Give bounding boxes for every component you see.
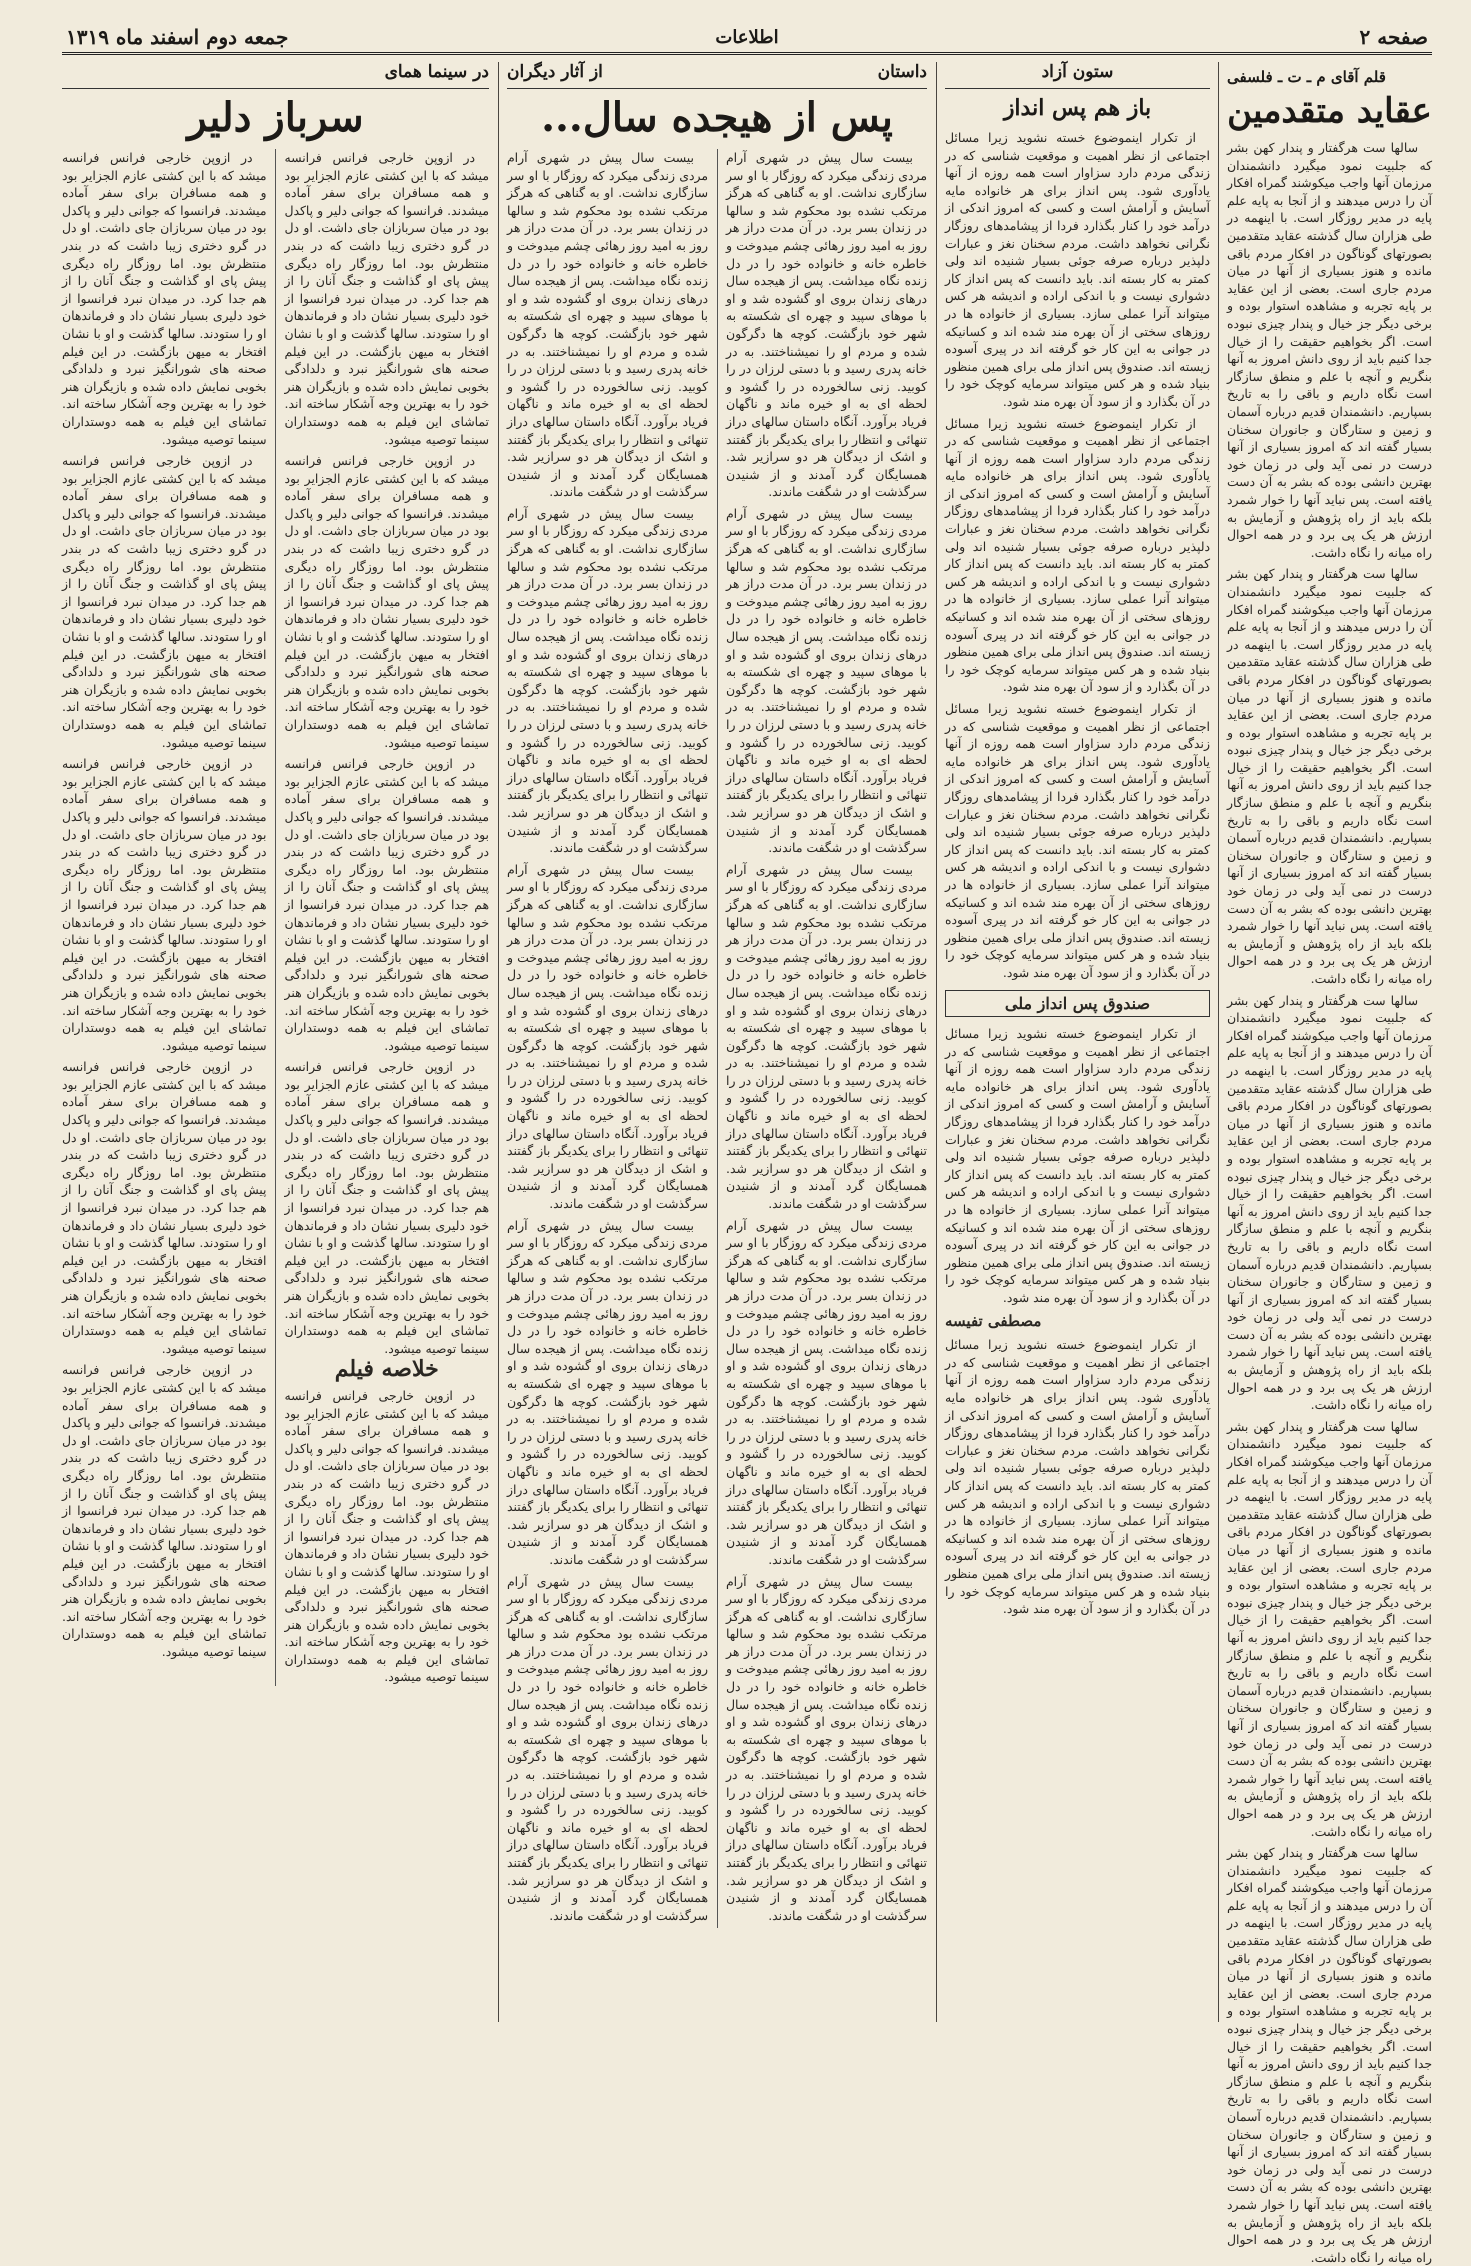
article-paragraph: سالها ست هرگفتار و پندار کهن بشر که جلبیت نمود میگیرد دانشمندان مرزمان آنها واجب میکوشند گمراه افکار آن را درس میدهند و از آنجا به پایه علم پایه در مدیر روزگار است. با اینهمه در طی هزاران سال گذشته عقاید متقدمین بصورتهای گوناگون در افکار مردم باقی مانده و هنوز بسیاری از آنها در میان مردم جاری است. بعضی از این عقاید بر پایه تجربه و مشاهده استوار بوده و برخی دیگر جز خیال و پندار چیزی نبوده است. اگر بخواهیم حقیقت را از خیال جدا کنیم باید از روی دانش امروز به آنها بنگریم و آنچه با علم و منطق سازگار است نگاه داریم و باقی را به تاریخ بسپاریم. دانشمندان قدیم درباره آسمان و زمین و ستارگان و جانوران سخنان بسیار گفته اند که امروز بسیاری از آنها درست در نمی آید ولی در زمان خود بهترین دانشی بوده که بشر به آن دست یافته است. پس نباید آنها را خوار شمرد بلکه باید از راه پژوهش و آزمایش به ارزش هر یک پی برد و در همه احوال راه میانه را نگاه داشت. <box>1227 1418 1432 1839</box>
column-divider <box>936 62 937 2022</box>
story-paragraph: بیست سال پیش در شهری آرام مردی زندگی میکرد که روزگار با او سر سازگاری نداشت. او به گناهی که هرگز مرتکب نشده بود محکوم شد و سالها در زندان بسر برد. در آن مدت دراز هر روز به امید روز رهائی چشم میدوخت و خاطره خانه و خانواده خود را در دل زنده نگاه میداشت. پس از هیجده سال درهای زندان بروی او گشوده شد و او با موهای سپید و چهره ای شکسته به شهر خود بازگشت. کوچه ها دگرگون شده و مردم او را نمیشناختند. به در خانه پدری رسید و با دستی لرزان در را کوبید. زنی سالخورده در را گشود و لحظه ای به او خیره ماند و ناگهان فریاد برآورد. آنگاه داستان سالهای دراز تنهائی و انتظار را برای یکدیگر باز گفتند و اشک از دیدگان هر دو سرازیر شد. همسایگان گرد آمدند و از شنیدن سرگذشت او در شگفت ماندند. <box>726 505 927 856</box>
film-paragraph: در ازوپن خارجی فرانس فرانسه میشد که با این کشتی عازم الجزایر بود و همه مسافران برای سفر آماده میشدند. فرانسوا که جوانی دلیر و پاکدل بود در میان سربازان جای داشت. او دل در گرو دختری زیبا داشت که در بندر منتظرش بود. اما روزگار راه دیگری پیش پای او گذاشت و جنگ آنان را از هم جدا کرد. در میدان نبرد فرانسوا از خود دلیری بسیار نشان داد و فرماندهان او را ستودند. سالها گذشت و او با نشان افتخار به میهن بازگشت. در این فیلم صحنه های شورانگیز نبرد و دلدادگی بخوبی نمایش داده شده و بازیگران هنر خود را به بهترین وجه آشکار ساخته اند. تماشای این فیلم به همه دوستداران سینما توصیه میشود. <box>284 756 489 1053</box>
page-number: صفحه ۲ <box>1359 25 1428 49</box>
section-label-story: داستان <box>877 62 927 82</box>
story-paragraph: بیست سال پیش در شهری آرام مردی زندگی میکرد که روزگار با او سر سازگاری نداشت. او به گناهی که هرگز مرتکب نشده بود محکوم شد و سالها در زندان بسر برد. در آن مدت دراز هر روز به امید روز رهائی چشم میدوخت و خاطره خانه و خانواده خود را در دل زنده نگاه میداشت. پس از هیجده سال درهای زندان بروی او گشوده شد و او با موهای سپید و چهره ای شکسته به شهر خود بازگشت. کوچه ها دگرگون شده و مردم او را نمیشناختند. به در خانه پدری رسید و با دستی لرزان در را کوبید. زنی سالخورده در را گشود و لحظه ای به او خیره ماند و ناگهان فریاد برآورد. آنگاه داستان سالهای دراز تنهائی و انتظار را برای یکدیگر باز گفتند و اشک از دیدگان هر دو سرازیر شد. همسایگان گرد آمدند و از شنیدن سرگذشت او در شگفت ماندند. <box>726 1573 927 1923</box>
column-story <box>507 62 927 2022</box>
story-paragraph: بیست سال پیش در شهری آرام مردی زندگی میکرد که روزگار با او سر سازگاری نداشت. او به گناهی که هرگز مرتکب نشده بود محکوم شد و سالها در زندان بسر برد. در آن مدت دراز هر روز به امید روز رهائی چشم میدوخت و خاطره خانه و خانواده خود را در دل زنده نگاه میداشت. پس از هیجده سال درهای زندان بروی او گشوده شد و او با موهای سپید و چهره ای شکسته به شهر خود بازگشت. کوچه ها دگرگون شده و مردم او را نمیشناختند. به در خانه پدری رسید و با دستی لرزان در را کوبید. زنی سالخورده در را گشود و لحظه ای به او خیره ماند و ناگهان فریاد برآورد. آنگاه داستان سالهای دراز تنهائی و انتظار را برای یکدیگر باز گفتند و اشک از دیدگان هر دو سرازیر شد. همسایگان گرد آمدند و از شنیدن سرگذشت او در شگفت ماندند. <box>507 1573 708 1923</box>
article-body-savings <box>945 129 1210 1618</box>
article-paragraph: سالها ست هرگفتار و پندار کهن بشر که جلبیت نمود میگیرد دانشمندان مرزمان آنها واجب میکوشند گمراه افکار آن را درس میدهند و از آنجا به پایه علم پایه در مدیر روزگار است. با اینهمه در طی هزاران سال گذشته عقاید متقدمین بصورتهای گوناگون در افکار مردم باقی مانده و هنوز بسیاری از آنها در میان مردم جاری است. بعضی از این عقاید بر پایه تجربه و مشاهده استوار بوده و برخی دیگر جز خیال و پندار چیزی نبوده است. اگر بخواهیم حقیقت را از خیال جدا کنیم باید از روی دانش امروز به آنها بنگریم و آنچه با علم و منطق سازگار است نگاه داریم و باقی را به تاریخ بسپاریم. دانشمندان قدیم درباره آسمان و زمین و ستارگان و جانوران سخنان بسیار گفته اند که امروز بسیاری از آنها درست در نمی آید ولی در زمان خود بهترین دانشی بوده که بشر به آن دست یافته است. پس نباید آنها را خوار شمرد بلکه باید از راه پژوهش و آزمایش به ارزش هر یک پی برد و در همه احوال راه میانه را نگاه داشت. <box>1227 992 1432 1413</box>
article-paragraph: سالها ست هرگفتار و پندار کهن بشر که جلبیت نمود میگیرد دانشمندان مرزمان آنها واجب میکوشند گمراه افکار آن را درس میدهند و از آنجا به پایه علم پایه در مدیر روزگار است. با اینهمه در طی هزاران سال گذشته عقاید متقدمین بصورتهای گوناگون در افکار مردم باقی مانده و هنوز بسیاری از آنها در میان مردم جاری است. بعضی از این عقاید بر پایه تجربه و مشاهده استوار بوده و برخی دیگر جز خیال و پندار چیزی نبوده است. اگر بخواهیم حقیقت را از خیال جدا کنیم باید از روی دانش امروز به آنها بنگریم و آنچه با علم و منطق سازگار است نگاه داریم و باقی را به تاریخ بسپاریم. دانشمندان قدیم درباره آسمان و زمین و ستارگان و جانوران سخنان بسیار گفته اند که امروز بسیاری از آنها درست در نمی آید ولی در زمان خود بهترین دانشی بوده که بشر به آن دست یافته است. پس نباید آنها را خوار شمرد بلکه باید از راه پژوهش و آزمایش به ارزش هر یک پی برد و در همه احوال راه میانه را نگاه داشت. <box>1227 566 1432 986</box>
article-paragraph: سالها ست هرگفتار و پندار کهن بشر که جلبیت نمود میگیرد دانشمندان مرزمان آنها واجب میکوشند گمراه افکار آن را درس میدهند و از آنجا به پایه علم پایه در مدیر روزگار است. با اینهمه در طی هزاران سال گذشته عقاید متقدمین بصورتهای گوناگون در افکار مردم باقی مانده و هنوز بسیاری از آنها در میان مردم جاری است. بعضی از این عقاید بر پایه تجربه و مشاهده استوار بوده و برخی دیگر جز خیال و پندار چیزی نبوده است. اگر بخواهیم حقیقت را از خیال جدا کنیم باید از روی دانش امروز به آنها بنگریم و آنچه با علم و منطق سازگار است نگاه داریم و باقی را به تاریخ بسپاریم. دانشمندان قدیم درباره آسمان و زمین و ستارگان و جانوران سخنان بسیار گفته اند که امروز بسیاری از آنها درست در نمی آید ولی در زمان خود بهترین دانشی بوده که بشر به آن دست یافته است. پس نباید آنها را خوار شمرد بلکه باید از راه پژوهش و آزمایش به ارزش هر یک پی برد و در همه احوال راه میانه را نگاه داشت. <box>1227 140 1432 560</box>
film-paragraph: در ازوپن خارجی فرانس فرانسه میشد که با این کشتی عازم الجزایر بود و همه مسافران برای سفر آماده میشدند. فرانسوا که جوانی دلیر و پاکدل بود در میان سربازان جای داشت. او دل در گرو دختری زیبا داشت که در بندر منتظرش بود. اما روزگار راه دیگری پیش پای او گذاشت و جنگ آنان را از هم جدا کرد. در میدان نبرد فرانسوا از خود دلیری بسیار نشان داد و فرماندهان او را ستودند. سالها گذشت و او با نشان افتخار به میهن بازگشت. در این فیلم صحنه های شورانگیز نبرد و دلدادگی بخوبی نمایش داده شده و بازیگران هنر خود را به بهترین وجه آشکار ساخته اند. تماشای این فیلم به همه دوستداران سینما توصیه میشود. <box>62 150 267 447</box>
savings-box: صندوق پس انداز ملی <box>945 990 1210 1018</box>
story-paragraph: بیست سال پیش در شهری آرام مردی زندگی میکرد که روزگار با او سر سازگاری نداشت. او به گناهی که هرگز مرتکب نشده بود محکوم شد و سالها در زندان بسر برد. در آن مدت دراز هر روز به امید روز رهائی چشم میدوخت و خاطره خانه و خانواده خود را در دل زنده نگاه میداشت. پس از هیجده سال درهای زندان بروی او گشوده شد و او با موهای سپید و چهره ای شکسته به شهر خود بازگشت. کوچه ها دگرگون شده و مردم او را نمیشناختند. به در خانه پدری رسید و با دستی لرزان در را کوبید. زنی سالخورده در را گشود و لحظه ای به او خیره ماند و ناگهان فریاد برآورد. آنگاه داستان سالهای دراز تنهائی و انتظار را برای یکدیگر باز گفتند و اشک از دیدگان هر دو سرازیر شد. همسایگان گرد آمدند و از شنیدن سرگذشت او در شگفت ماندند. <box>726 150 927 500</box>
article-paragraph: از تکرار اینموضوع خسته نشوید زیرا مسائل اجتماعی از نظر اهمیت و موقعیت شناسی که در زندگی مردم دارد سزاوار است همه روزه از آنها یادآوری شود. پس انداز برای هر خانواده مایه آسایش و آرامش است و کسی که امروز اندکی از درآمد خود را کنار بگذارد فردا از پیشامدهای روزگار نگرانی نخواهد داشت. مردم سخنان نغز و عبارات دلپذیر درباره صرفه جوئی بسیار شنیده اند ولی کمتر به کار بسته اند. باید دانست که پس انداز کار دشواری نیست و با اندکی اراده و اندیشه هر کس میتواند آنرا عملی سازد. بسیاری از خانواده ها در روزهای سختی از آن بهره مند شده اند و کسانیکه در جوانی به این کار خو گرفته اند در پیری آسوده زیسته اند. صندوق پس انداز ملی برای همین منظور بنیاد شده و هر کس میتواند سرمایه کوچک خود را در آن بگذارد و از سود آن بهره مند شود. <box>945 701 1210 980</box>
story-title: پس از هیجده سال... <box>541 94 893 141</box>
newspaper-name: اطلاعات <box>715 26 779 48</box>
author-byline: قلم آقای م ـ ت ـ فلسفی <box>1227 68 1386 86</box>
article-paragraph: سالها ست هرگفتار و پندار کهن بشر که جلبیت نمود میگیرد دانشمندان مرزمان آنها واجب میکوشند گمراه افکار آن را درس میدهند و از آنجا به پایه علم پایه در مدیر روزگار است. با اینهمه در طی هزاران سال گذشته عقاید متقدمین بصورتهای گوناگون در افکار مردم باقی مانده و هنوز بسیاری از آنها در میان مردم جاری است. بعضی از این عقاید بر پایه تجربه و مشاهده استوار بوده و برخی دیگر جز خیال و پندار چیزی نبوده است. اگر بخواهیم حقیقت را از خیال جدا کنیم باید از روی دانش امروز به آنها بنگریم و آنچه با علم و منطق سازگار است نگاه داریم و باقی را به تاریخ بسپاریم. دانشمندان قدیم درباره آسمان و زمین و ستارگان و جانوران سخنان بسیار گفته اند که امروز بسیاری از آنها درست در نمی آید ولی در زمان خود بهترین دانشی بوده که بشر به آن دست یافته است. پس نباید آنها را خوار شمرد بلکه باید از راه پژوهش و آزمایش به ارزش هر یک پی برد و در همه احوال راه میانه را نگاه داشت. <box>1227 1845 1432 2265</box>
film-paragraph: در ازوپن خارجی فرانس فرانسه میشد که با این کشتی عازم الجزایر بود و همه مسافران برای سفر آماده میشدند. فرانسوا که جوانی دلیر و پاکدل بود در میان سربازان جای داشت. او دل در گرو دختری زیبا داشت که در بندر منتظرش بود. اما روزگار راه دیگری پیش پای او گذاشت و جنگ آنان را از هم جدا کرد. در میدان نبرد فرانسوا از خود دلیری بسیار نشان داد و فرماندهان او را ستودند. سالها گذشت و او با نشان افتخار به میهن بازگشت. در این فیلم صحنه های شورانگیز نبرد و دلدادگی بخوبی نمایش داده شده و بازیگران هنر خود را به بهترین وجه آشکار ساخته اند. تماشای این فیلم به همه دوستداران سینما توصیه میشود. <box>284 453 489 750</box>
story-paragraph: بیست سال پیش در شهری آرام مردی زندگی میکرد که روزگار با او سر سازگاری نداشت. او به گناهی که هرگز مرتکب نشده بود محکوم شد و سالها در زندان بسر برد. در آن مدت دراز هر روز به امید روز رهائی چشم میدوخت و خاطره خانه و خانواده خود را در دل زنده نگاه میداشت. پس از هیجده سال درهای زندان بروی او گشوده شد و او با موهای سپید و چهره ای شکسته به شهر خود بازگشت. کوچه ها دگرگون شده و مردم او را نمیشناختند. به در خانه پدری رسید و با دستی لرزان در را کوبید. زنی سالخورده در را گشود و لحظه ای به او خیره ماند و ناگهان فریاد برآورد. آنگاه داستان سالهای دراز تنهائی و انتظار را برای یکدیگر باز گفتند و اشک از دیدگان هر دو سرازیر شد. همسایگان گرد آمدند و از شنیدن سرگذشت او در شگفت ماندند. <box>507 861 708 1212</box>
article-paragraph: از تکرار اینموضوع خسته نشوید زیرا مسائل اجتماعی از نظر اهمیت و موقعیت شناسی که در زندگی مردم دارد سزاوار است همه روزه از آنها یادآوری شود. پس انداز برای هر خانواده مایه آسایش و آرامش است و کسی که امروز اندکی از درآمد خود را کنار بگذارد فردا از پیشامدهای روزگار نگرانی نخواهد داشت. مردم سخنان نغز و عبارات دلپذیر درباره صرفه جوئی بسیار شنیده اند ولی کمتر به کار بسته اند. باید دانست که پس انداز کار دشواری نیست و با اندکی اراده و اندیشه هر کس میتواند آنرا عملی سازد. بسیاری از خانواده ها در روزهای سختی از آن بهره مند شده اند و کسانیکه در جوانی به این کار خو گرفته اند در پیری آسوده زیسته اند. صندوق پس انداز ملی برای همین منظور بنیاد شده و هر کس میتواند سرمایه کوچک خود را در آن بگذارد و از سود آن بهره مند شود. <box>945 1026 1210 1305</box>
film-summary-heading: خلاصه فیلم <box>334 1356 439 1383</box>
article-title-savings: باز هم پس انداز <box>1003 95 1152 121</box>
story-paragraph: بیست سال پیش در شهری آرام مردی زندگی میکرد که روزگار با او سر سازگاری نداشت. او به گناهی که هرگز مرتکب نشده بود محکوم شد و سالها در زندان بسر برد. در آن مدت دراز هر روز به امید روز رهائی چشم میدوخت و خاطره خانه و خانواده خود را در دل زنده نگاه میداشت. پس از هیجده سال درهای زندان بروی او گشوده شد و او با موهای سپید و چهره ای شکسته به شهر خود بازگشت. کوچه ها دگرگون شده و مردم او را نمیشناختند. به در خانه پدری رسید و با دستی لرزان در را کوبید. زنی سالخورده در را گشود و لحظه ای به او خیره ماند و ناگهان فریاد برآورد. آنگاه داستان سالهای دراز تنهائی و انتظار را برای یکدیگر باز گفتند و اشک از دیدگان هر دو سرازیر شد. همسایگان گرد آمدند و از شنیدن سرگذشت او در شگفت ماندند. <box>726 861 927 1212</box>
story-body <box>507 149 927 1928</box>
article-paragraph: از تکرار اینموضوع خسته نشوید زیرا مسائل اجتماعی از نظر اهمیت و موقعیت شناسی که در زندگی مردم دارد سزاوار است همه روزه از آنها یادآوری شود. پس انداز برای هر خانواده مایه آسایش و آرامش است و کسی که امروز اندکی از درآمد خود را کنار بگذارد فردا از پیشامدهای روزگار نگرانی نخواهد داشت. مردم سخنان نغز و عبارات دلپذیر درباره صرفه جوئی بسیار شنیده اند ولی کمتر به کار بسته اند. باید دانست که پس انداز کار دشواری نیست و با اندکی اراده و اندیشه هر کس میتواند آنرا عملی سازد. بسیاری از خانواده ها در روزهای سختی از آن بهره مند شده اند و کسانیکه در جوانی به این کار خو گرفته اند در پیری آسوده زیسته اند. صندوق پس انداز ملی برای همین منظور بنیاد شده و هر کس میتواند سرمایه کوچک خود را در آن بگذارد و از سود آن بهره مند شود. <box>945 1337 1210 1617</box>
newspaper-page <box>62 22 1432 2265</box>
column-beliefs <box>1227 62 1432 2265</box>
article-title-beliefs: عقاید متقدمین <box>1227 91 1432 131</box>
masthead <box>62 22 1432 55</box>
column-divider <box>1218 62 1219 2022</box>
film-paragraph: در ازوپن خارجی فرانس فرانسه میشد که با این کشتی عازم الجزایر بود و همه مسافران برای سفر آماده میشدند. فرانسوا که جوانی دلیر و پاکدل بود در میان سربازان جای داشت. او دل در گرو دختری زیبا داشت که در بندر منتظرش بود. اما روزگار راه دیگری پیش پای او گذاشت و جنگ آنان را از هم جدا کرد. در میدان نبرد فرانسوا از خود دلیری بسیار نشان داد و فرماندهان او را ستودند. سالها گذشت و او با نشان افتخار به میهن بازگشت. در این فیلم صحنه های شورانگیز نبرد و دلدادگی بخوبی نمایش داده شده و بازیگران هنر خود را به بهترین وجه آشکار ساخته اند. تماشای این فیلم به همه دوستداران سینما توصیه میشود. <box>284 1387 489 1685</box>
section-label: ستون آزاد <box>945 62 1210 89</box>
article-body-beliefs <box>1227 139 1432 2266</box>
column-divider <box>498 62 499 2022</box>
section-label-source: از آثار دیگران <box>507 62 603 82</box>
article-paragraph: از تکرار اینموضوع خسته نشوید زیرا مسائل اجتماعی از نظر اهمیت و موقعیت شناسی که در زندگی مردم دارد سزاوار است همه روزه از آنها یادآوری شود. پس انداز برای هر خانواده مایه آسایش و آرامش است و کسی که امروز اندکی از درآمد خود را کنار بگذارد فردا از پیشامدهای روزگار نگرانی نخواهد داشت. مردم سخنان نغز و عبارات دلپذیر درباره صرفه جوئی بسیار شنیده اند ولی کمتر به کار بسته اند. باید دانست که پس انداز کار دشواری نیست و با اندکی اراده و اندیشه هر کس میتواند آنرا عملی سازد. بسیاری از خانواده ها در روزهای سختی از آن بهره مند شده اند و کسانیکه در جوانی به این کار خو گرفته اند در پیری آسوده زیسته اند. صندوق پس انداز ملی برای همین منظور بنیاد شده و هر کس میتواند سرمایه کوچک خود را در آن بگذارد و از سود آن بهره مند شود. <box>945 415 1210 695</box>
film-paragraph: در ازوپن خارجی فرانس فرانسه میشد که با این کشتی عازم الجزایر بود و همه مسافران برای سفر آماده میشدند. فرانسوا که جوانی دلیر و پاکدل بود در میان سربازان جای داشت. او دل در گرو دختری زیبا داشت که در بندر منتظرش بود. اما روزگار راه دیگری پیش پای او گذاشت و جنگ آنان را از هم جدا کرد. در میدان نبرد فرانسوا از خود دلیری بسیار نشان داد و فرماندهان او را ستودند. سالها گذشت و او با نشان افتخار به میهن بازگشت. در این فیلم صحنه های شورانگیز نبرد و دلدادگی بخوبی نمایش داده شده و بازیگران هنر خود را به بهترین وجه آشکار ساخته اند. تماشای این فیلم به همه دوستداران سینما توصیه میشود. <box>62 453 267 750</box>
film-paragraph: در ازوپن خارجی فرانس فرانسه میشد که با این کشتی عازم الجزایر بود و همه مسافران برای سفر آماده میشدند. فرانسوا که جوانی دلیر و پاکدل بود در میان سربازان جای داشت. او دل در گرو دختری زیبا داشت که در بندر منتظرش بود. اما روزگار راه دیگری پیش پای او گذاشت و جنگ آنان را از هم جدا کرد. در میدان نبرد فرانسوا از خود دلیری بسیار نشان داد و فرماندهان او را ستودند. سالها گذشت و او با نشان افتخار به میهن بازگشت. در این فیلم صحنه های شورانگیز نبرد و دلدادگی بخوبی نمایش داده شده و بازیگران هنر خود را به بهترین وجه آشکار ساخته اند. تماشای این فیلم به همه دوستداران سینما توصیه میشود. <box>284 1059 489 1356</box>
column-savings <box>945 62 1210 2022</box>
issue-date: جمعه دوم اسفند ماه ۱۳۱۹ <box>66 25 289 49</box>
story-paragraph: بیست سال پیش در شهری آرام مردی زندگی میکرد که روزگار با او سر سازگاری نداشت. او به گناهی که هرگز مرتکب نشده بود محکوم شد و سالها در زندان بسر برد. در آن مدت دراز هر روز به امید روز رهائی چشم میدوخت و خاطره خانه و خانواده خود را در دل زنده نگاه میداشت. پس از هیجده سال درهای زندان بروی او گشوده شد و او با موهای سپید و چهره ای شکسته به شهر خود بازگشت. کوچه ها دگرگون شده و مردم او را نمیشناختند. به در خانه پدری رسید و با دستی لرزان در را کوبید. زنی سالخورده در را گشود و لحظه ای به او خیره ماند و ناگهان فریاد برآورد. آنگاه داستان سالهای دراز تنهائی و انتظار را برای یکدیگر باز گفتند و اشک از دیدگان هر دو سرازیر شد. همسایگان گرد آمدند و از شنیدن سرگذشت او در شگفت ماندند. <box>507 1217 708 1567</box>
story-paragraph: بیست سال پیش در شهری آرام مردی زندگی میکرد که روزگار با او سر سازگاری نداشت. او به گناهی که هرگز مرتکب نشده بود محکوم شد و سالها در زندان بسر برد. در آن مدت دراز هر روز به امید روز رهائی چشم میدوخت و خاطره خانه و خانواده خود را در دل زنده نگاه میداشت. پس از هیجده سال درهای زندان بروی او گشوده شد و او با موهای سپید و چهره ای شکسته به شهر خود بازگشت. کوچه ها دگرگون شده و مردم او را نمیشناختند. به در خانه پدری رسید و با دستی لرزان در را کوبید. زنی سالخورده در را گشود و لحظه ای به او خیره ماند و ناگهان فریاد برآورد. آنگاه داستان سالهای دراز تنهائی و انتظار را برای یکدیگر باز گفتند و اشک از دیدگان هر دو سرازیر شد. همسایگان گرد آمدند و از شنیدن سرگذشت او در شگفت ماندند. <box>507 150 708 500</box>
film-title: سرباز دلیر <box>187 94 364 141</box>
story-paragraph: بیست سال پیش در شهری آرام مردی زندگی میکرد که روزگار با او سر سازگاری نداشت. او به گناهی که هرگز مرتکب نشده بود محکوم شد و سالها در زندان بسر برد. در آن مدت دراز هر روز به امید روز رهائی چشم میدوخت و خاطره خانه و خانواده خود را در دل زنده نگاه میداشت. پس از هیجده سال درهای زندان بروی او گشوده شد و او با موهای سپید و چهره ای شکسته به شهر خود بازگشت. کوچه ها دگرگون شده و مردم او را نمیشناختند. به در خانه پدری رسید و با دستی لرزان در را کوبید. زنی سالخورده در را گشود و لحظه ای به او خیره ماند و ناگهان فریاد برآورد. آنگاه داستان سالهای دراز تنهائی و انتظار را برای یکدیگر باز گفتند و اشک از دیدگان هر دو سرازیر شد. همسایگان گرد آمدند و از شنیدن سرگذشت او در شگفت ماندند. <box>507 505 708 856</box>
film-paragraph: در ازوپن خارجی فرانس فرانسه میشد که با این کشتی عازم الجزایر بود و همه مسافران برای سفر آماده میشدند. فرانسوا که جوانی دلیر و پاکدل بود در میان سربازان جای داشت. او دل در گرو دختری زیبا داشت که در بندر منتظرش بود. اما روزگار راه دیگری پیش پای او گذاشت و جنگ آنان را از هم جدا کرد. در میدان نبرد فرانسوا از خود دلیری بسیار نشان داد و فرماندهان او را ستودند. سالها گذشت و او با نشان افتخار به میهن بازگشت. در این فیلم صحنه های شورانگیز نبرد و دلدادگی بخوبی نمایش داده شده و بازیگران هنر خود را به بهترین وجه آشکار ساخته اند. تماشای این فیلم به همه دوستداران سینما توصیه میشود. <box>284 150 489 447</box>
article-paragraph: از تکرار اینموضوع خسته نشوید زیرا مسائل اجتماعی از نظر اهمیت و موقعیت شناسی که در زندگی مردم دارد سزاوار است همه روزه از آنها یادآوری شود. پس انداز برای هر خانواده مایه آسایش و آرامش است و کسی که امروز اندکی از درآمد خود را کنار بگذارد فردا از پیشامدهای روزگار نگرانی نخواهد داشت. مردم سخنان نغز و عبارات دلپذیر درباره صرفه جوئی بسیار شنیده اند ولی کمتر به کار بسته اند. باید دانست که پس انداز کار دشواری نیست و با اندکی اراده و اندیشه هر کس میتواند آنرا عملی سازد. بسیاری از خانواده ها در روزهای سختی از آن بهره مند شده اند و کسانیکه در جوانی به این کار خو گرفته اند در پیری آسوده زیسته اند. صندوق پس انداز ملی برای همین منظور بنیاد شده و هر کس میتواند سرمایه کوچک خود را در آن بگذارد و از سود آن بهره مند شود. <box>945 130 1210 409</box>
film-paragraph: در ازوپن خارجی فرانس فرانسه میشد که با این کشتی عازم الجزایر بود و همه مسافران برای سفر آماده میشدند. فرانسوا که جوانی دلیر و پاکدل بود در میان سربازان جای داشت. او دل در گرو دختری زیبا داشت که در بندر منتظرش بود. اما روزگار راه دیگری پیش پای او گذاشت و جنگ آنان را از هم جدا کرد. در میدان نبرد فرانسوا از خود دلیری بسیار نشان داد و فرماندهان او را ستودند. سالها گذشت و او با نشان افتخار به میهن بازگشت. در این فیلم صحنه های شورانگیز نبرد و دلدادگی بخوبی نمایش داده شده و بازیگران هنر خود را به بهترین وجه آشکار ساخته اند. تماشای این فیلم به همه دوستداران سینما توصیه میشود. <box>62 1362 267 1659</box>
author-signature: مصطفی تفیسه <box>945 1311 1042 1330</box>
film-paragraph: در ازوپن خارجی فرانس فرانسه میشد که با این کشتی عازم الجزایر بود و همه مسافران برای سفر آماده میشدند. فرانسوا که جوانی دلیر و پاکدل بود در میان سربازان جای داشت. او دل در گرو دختری زیبا داشت که در بندر منتظرش بود. اما روزگار راه دیگری پیش پای او گذاشت و جنگ آنان را از هم جدا کرد. در میدان نبرد فرانسوا از خود دلیری بسیار نشان داد و فرماندهان او را ستودند. سالها گذشت و او با نشان افتخار به میهن بازگشت. در این فیلم صحنه های شورانگیز نبرد و دلدادگی بخوبی نمایش داده شده و بازیگران هنر خود را به بهترین وجه آشکار ساخته اند. تماشای این فیلم به همه دوستداران سینما توصیه میشود. <box>62 1059 267 1356</box>
story-labels <box>507 62 927 89</box>
film-body <box>62 149 489 1686</box>
section-label-cinema: در سینما همای <box>62 62 489 89</box>
column-film <box>62 62 489 2022</box>
story-paragraph: بیست سال پیش در شهری آرام مردی زندگی میکرد که روزگار با او سر سازگاری نداشت. او به گناهی که هرگز مرتکب نشده بود محکوم شد و سالها در زندان بسر برد. در آن مدت دراز هر روز به امید روز رهائی چشم میدوخت و خاطره خانه و خانواده خود را در دل زنده نگاه میداشت. پس از هیجده سال درهای زندان بروی او گشوده شد و او با موهای سپید و چهره ای شکسته به شهر خود بازگشت. کوچه ها دگرگون شده و مردم او را نمیشناختند. به در خانه پدری رسید و با دستی لرزان در را کوبید. زنی سالخورده در را گشود و لحظه ای به او خیره ماند و ناگهان فریاد برآورد. آنگاه داستان سالهای دراز تنهائی و انتظار را برای یکدیگر باز گفتند و اشک از دیدگان هر دو سرازیر شد. همسایگان گرد آمدند و از شنیدن سرگذشت او در شگفت ماندند. <box>726 1217 927 1567</box>
film-paragraph: در ازوپن خارجی فرانس فرانسه میشد که با این کشتی عازم الجزایر بود و همه مسافران برای سفر آماده میشدند. فرانسوا که جوانی دلیر و پاکدل بود در میان سربازان جای داشت. او دل در گرو دختری زیبا داشت که در بندر منتظرش بود. اما روزگار راه دیگری پیش پای او گذاشت و جنگ آنان را از هم جدا کرد. در میدان نبرد فرانسوا از خود دلیری بسیار نشان داد و فرماندهان او را ستودند. سالها گذشت و او با نشان افتخار به میهن بازگشت. در این فیلم صحنه های شورانگیز نبرد و دلدادگی بخوبی نمایش داده شده و بازیگران هنر خود را به بهترین وجه آشکار ساخته اند. تماشای این فیلم به همه دوستداران سینما توصیه میشود. <box>62 756 267 1053</box>
